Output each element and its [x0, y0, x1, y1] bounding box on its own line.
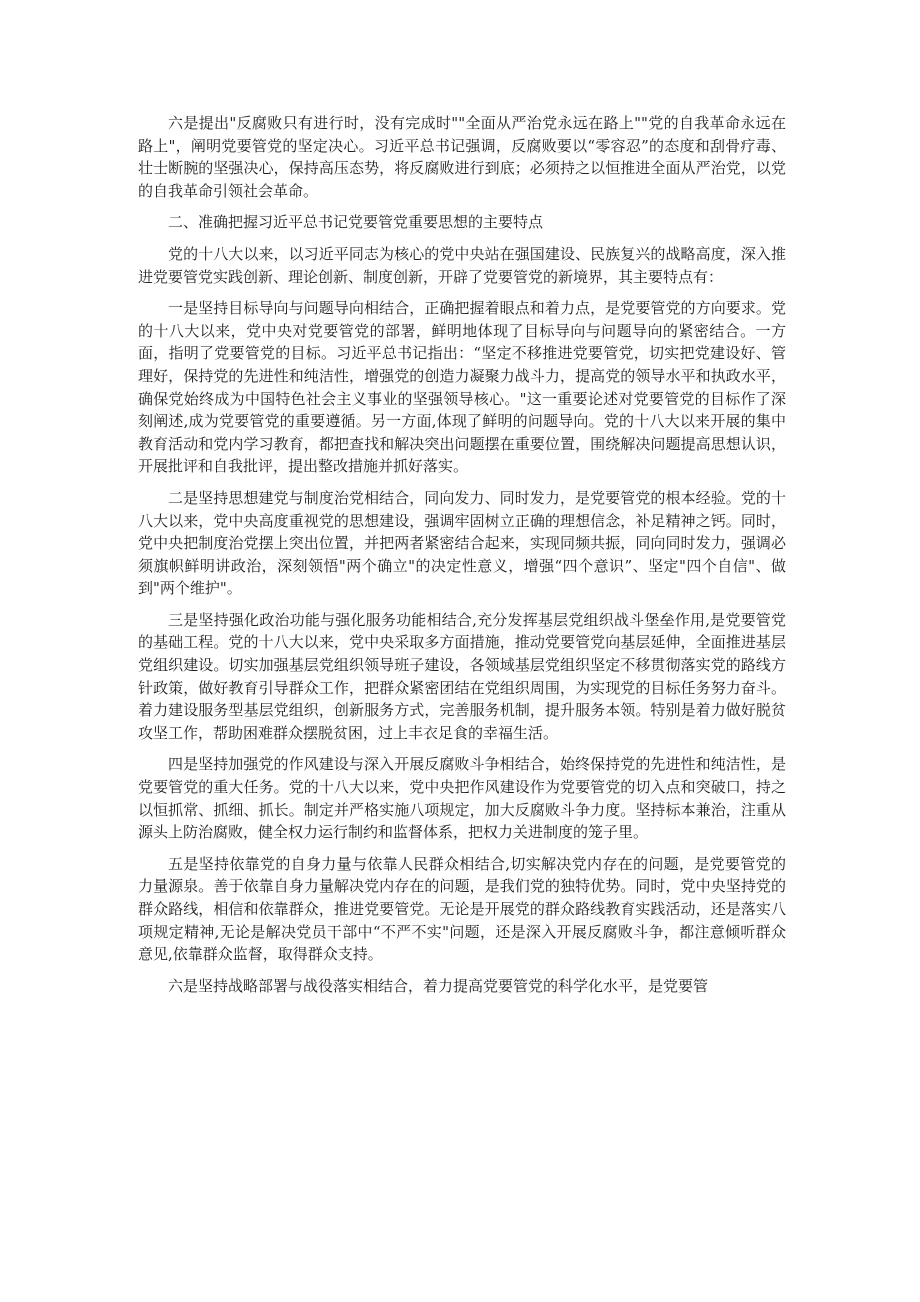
- paragraph-feature-4: 四是坚持加强党的作风建设与深入开展反腐败斗争相结合，始终保持党的先进性和纯洁性，是党要管党的重大任务。党的十八大以来，党中央把作风建设作为党要管党的切入点和突破口，持之以恒抓常、抓细、抓长。制定并严格实施八项规定，加大反腐败斗争力度。坚持标本兼治，注重从源头上防治腐败，健全权力运行制约和监督体系，把权力关进制度的笼子里。: [138, 755, 786, 842]
- paragraph-anti-corruption-determination: 六是提出"反腐败只有进行时，没有完成时""全面从严治党永远在路上""党的自我革命永远在路上"，阐明党要管党的坚定决心。习近平总书记强调，反腐败要以“零容忍”的态度和刮骨疗毒、壮士断腕的坚强决心，保持高压态势，将反腐败进行到底；必须持之以恒推进全面从严治党，以党的自我革命引领社会革命。: [138, 114, 786, 200]
- paragraph-features-intro: 党的十八大以来，以习近平同志为核心的党中央站在强国建设、民族复兴的战略高度，深入推进党要管党实践创新、理论创新、制度创新，开辟了党要管党的新境界，其主要特点有：: [138, 244, 786, 286]
- section-heading-main-features: 二、准确把握习近平总书记党要管党重要思想的主要特点: [168, 213, 544, 232]
- paragraph-feature-6: 六是坚持战略部署与战役落实相结合，着力提高党要管党的科学化水平，是党要管: [168, 976, 709, 995]
- paragraph-feature-3: 三是坚持强化政治功能与强化服务功能相结合,充分发挥基层党组织战斗堡垒作用,是党要管党的基础工程。党的十八大以来，党中央采取多方面措施，推动党要管党向基层延伸，全面推进基层党组织建设。切实加强基层党组织领导班子建设，各领域基层党组织坚定不移贯彻落实党的路线方针政策，做好教育引导群众工作，把群众紧密团结在党组织周围，为实现党的目标任务努力奋斗。着力建设服务型基层党组织，创新服务方式，完善服务机制，提升服务本领。特别是着力做好脱贫攻坚工作，帮助困难群众摆脱贫困，过上丰衣足食的幸福生活。: [138, 610, 786, 742]
- paragraph-feature-1: 一是坚持目标导向与问题导向相结合，正确把握着眼点和着力点，是党要管党的方向要求。党的十八大以来，党中央对党要管党的部署，鲜明地体现了目标导向与问题导向的紧密结合。一方面，指明了党要管党的目标。习近平总书记指出：“坚定不移推进党要管党，切实把党建设好、管理好，保持党的先进性和纯洁性，增强党的创造力凝聚力战斗力，提高党的领导水平和执政水平，确保党始终成为中国特色社会主义事业的坚强领导核心。"这一重要论述对党要管党的目标作了深刻阐述,成为党要管党的重要遵循。另一方面,体现了鲜明的问题导向。党的十八大以来开展的集中教育活动和党内学习教育，都把查找和解决突出问题摆在重要位置，围绕解决问题提高思想认识，开展批评和自我批评，提出整改措施并抓好落实。: [138, 299, 786, 476]
- document-body: [138, 112, 786, 1006]
- paragraph-feature-5: 五是坚持依靠党的自身力量与依靠人民群众相结合,切实解决党内存在的问题，是党要管党的力量源泉。善于依靠自身力量解决党内存在的问题，是我们党的独特优势。同时，党中央坚持党的群众路线，相信和依靠群众，推进党要管党。无论是开展党的群众路线教育实践活动，还是落实八项规定精神,无论是解决党员干部中“不严不实"问题，还是深入开展反腐败斗争，都注意倾听群众意见,依靠群众监督，取得群众支持。: [138, 854, 786, 964]
- paragraph-feature-2: 二是坚持思想建党与制度治党相结合，同向发力、同时发力，是党要管党的根本经验。党的十八大以来，党中央高度重视党的思想建设，强调牢固树立正确的理想信念，补足精神之钙。同时，党中央把制度治党摆上突出位置，并把两者紧密结合起来，实现同频共振，同向同时发力，强调必须旗帜鲜明讲政治，深刻领悟"两个确立"的决定性意义，增强“四个意识”、坚定"四个自信"、做到"两个维护"。: [138, 488, 786, 598]
